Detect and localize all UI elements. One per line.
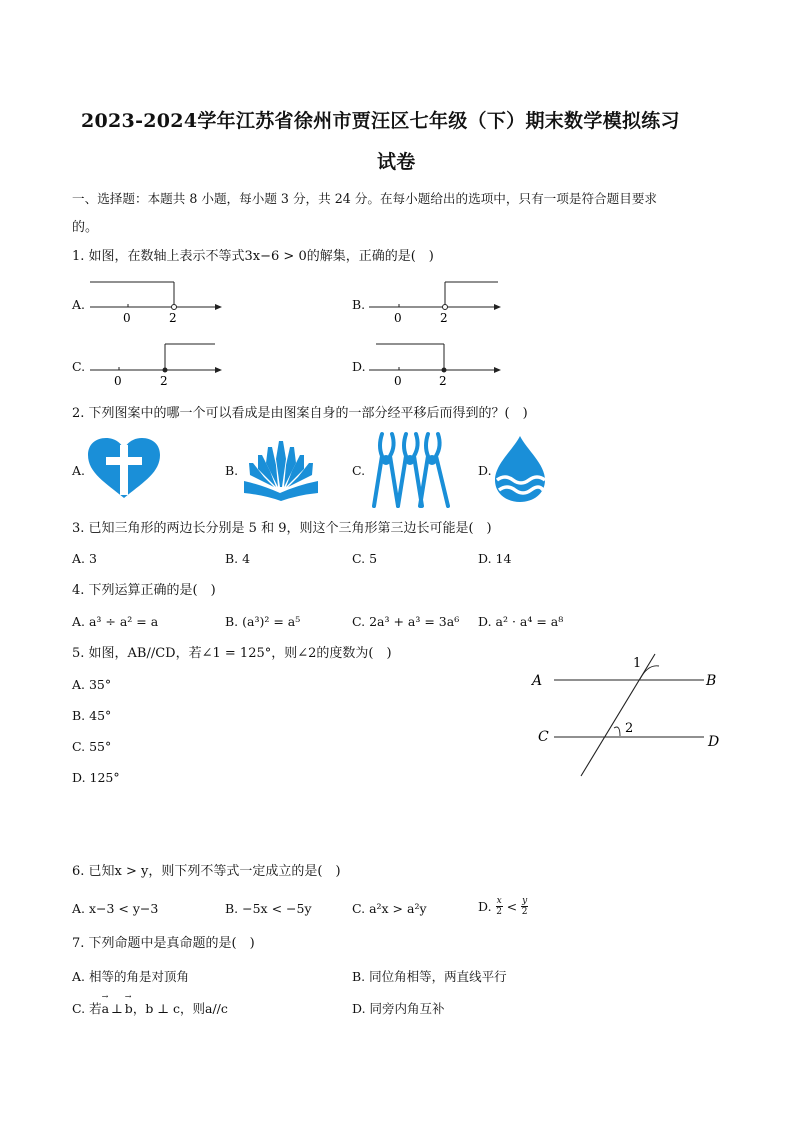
q6-d-fraction-x <box>496 896 503 917</box>
q5-option-b: B. 45° <box>72 708 112 723</box>
q1-c-tick-0: 0 <box>114 374 122 388</box>
label-c: C <box>538 729 549 745</box>
q7-option-d: D. 同旁内角互补 <box>352 1001 445 1016</box>
q1-option-c-number-line <box>85 340 225 390</box>
q1-d-tick-0: 0 <box>394 374 402 388</box>
q1-option-b-number-line <box>364 278 504 328</box>
q7-c-prefix: C. 若 <box>72 1001 102 1016</box>
q4-option-c: C. 2a³ + a³ = 3a⁶ <box>352 614 460 629</box>
q2-option-a-label: A. <box>72 463 86 478</box>
q7-option-c <box>72 992 228 1017</box>
q3-option-c: C. 5 <box>352 551 378 566</box>
q6-d-denominator-x: 2 <box>496 907 502 917</box>
q7-c-vector-a-letter: a <box>101 1001 110 1016</box>
q7-option-b: B. 同位角相等，两直线平行 <box>352 969 507 984</box>
q6-d-numerator-y: y <box>522 896 528 906</box>
q6-option-a: A. x−3 < y−3 <box>72 901 159 916</box>
q6-option-c: C. a²x > a²y <box>352 901 427 916</box>
q1-a-tick-0: 0 <box>123 311 131 325</box>
q2-option-c-label: C. <box>352 463 366 478</box>
q6-d-label: D. <box>478 899 492 914</box>
q1-option-a-label: A. <box>72 297 86 312</box>
q1-stem: 1. 如图，在数轴上表示不等式3x−6 > 0的解集，正确的是( ) <box>72 249 434 264</box>
q4-option-d: D. a² · a⁴ = a⁸ <box>478 614 564 629</box>
q6-d-numerator-x: x <box>496 896 502 906</box>
q6-option-d <box>478 896 528 917</box>
q7-c-vector-a <box>101 992 110 1016</box>
angle-1-label: 1 <box>633 656 642 671</box>
q7-c-perp-symbol: ⊥ <box>111 1001 123 1016</box>
q5-stem: 5. 如图，AB//CD，若∠1 = 125°，则∠2的度数为( ) <box>72 646 392 661</box>
vector-arrow-icon: → <box>101 992 109 1001</box>
q5-parallel-lines-figure <box>528 650 728 782</box>
q6-d-relation: < <box>506 899 518 914</box>
q7-c-vector-b-letter: b <box>124 1001 133 1016</box>
heart-cross-icon <box>86 437 162 499</box>
q7-c-vector-b <box>124 992 133 1016</box>
vector-arrow-icon: → <box>124 992 132 1001</box>
q1-b-tick-0: 0 <box>394 311 402 325</box>
q1-option-a-number-line <box>85 278 225 328</box>
q3-option-b: B. 4 <box>225 551 251 566</box>
q3-option-d: D. 14 <box>478 551 512 566</box>
q1-b-tick-2: 2 <box>440 311 448 325</box>
q4-stem: 4. 下列运算正确的是( ) <box>72 583 216 598</box>
q5-option-d: D. 125° <box>72 770 120 785</box>
q5-option-c: C. 55° <box>72 739 112 754</box>
angle-2-label: 2 <box>625 721 634 736</box>
section-heading-line-2: 的。 <box>72 220 99 235</box>
title-line-2: 试卷 <box>377 151 416 173</box>
q1-option-c-label: C. <box>72 359 86 374</box>
q7-stem: 7. 下列命题中是真命题的是( ) <box>72 936 255 951</box>
label-a: A <box>532 673 543 689</box>
q1-d-tick-2: 2 <box>439 374 447 388</box>
q7-option-a: A. 相等的角是对顶角 <box>72 969 189 984</box>
q4-option-a: A. a³ ÷ a² = a <box>72 614 159 629</box>
q4-option-b: B. (a³)² = a⁵ <box>225 614 301 629</box>
q1-a-tick-2: 2 <box>169 311 177 325</box>
q3-option-a: A. 3 <box>72 551 97 566</box>
section-heading-line-1: 一、选择题：本题共 8 小题，每小题 3 分，共 24 分。在每小题给出的选项中，只有一项是符合题目要求 <box>72 191 658 206</box>
q1-c-tick-2: 2 <box>160 374 168 388</box>
q6-stem: 6. 已知x > y，则下列不等式一定成立的是( ) <box>72 864 341 879</box>
q3-stem: 3. 已知三角形的两边长分别是 5 和 9，则这个三角形第三边长可能是( ) <box>72 521 492 536</box>
label-b: B <box>706 673 717 689</box>
q6-d-denominator-y: 2 <box>521 907 528 917</box>
pliers-icon <box>368 430 454 510</box>
q2-option-d-label: D. <box>478 463 492 478</box>
q7-c-suffix: ，b ⊥ c，则a//c <box>132 1001 228 1016</box>
q5-option-a: A. 35° <box>72 677 112 692</box>
q6-option-b: B. −5x < −5y <box>225 901 312 916</box>
q1-option-d-label: D. <box>352 359 366 374</box>
q6-d-fraction-y <box>521 896 528 917</box>
title-line-1: 2023-2024学年江苏省徐州市贾汪区七年级（下）期末数学模拟练习 <box>81 110 680 132</box>
water-drop-icon <box>491 434 549 504</box>
label-d: D <box>708 734 720 750</box>
book-icon <box>240 437 322 502</box>
q2-option-b-label: B. <box>225 463 239 478</box>
q2-stem: 2. 下列图案中的哪一个可以看成是由图案自身的一部分经平移后而得到的？( ) <box>72 406 528 421</box>
q1-option-d-number-line <box>364 340 504 390</box>
q1-option-b-label: B. <box>352 297 366 312</box>
